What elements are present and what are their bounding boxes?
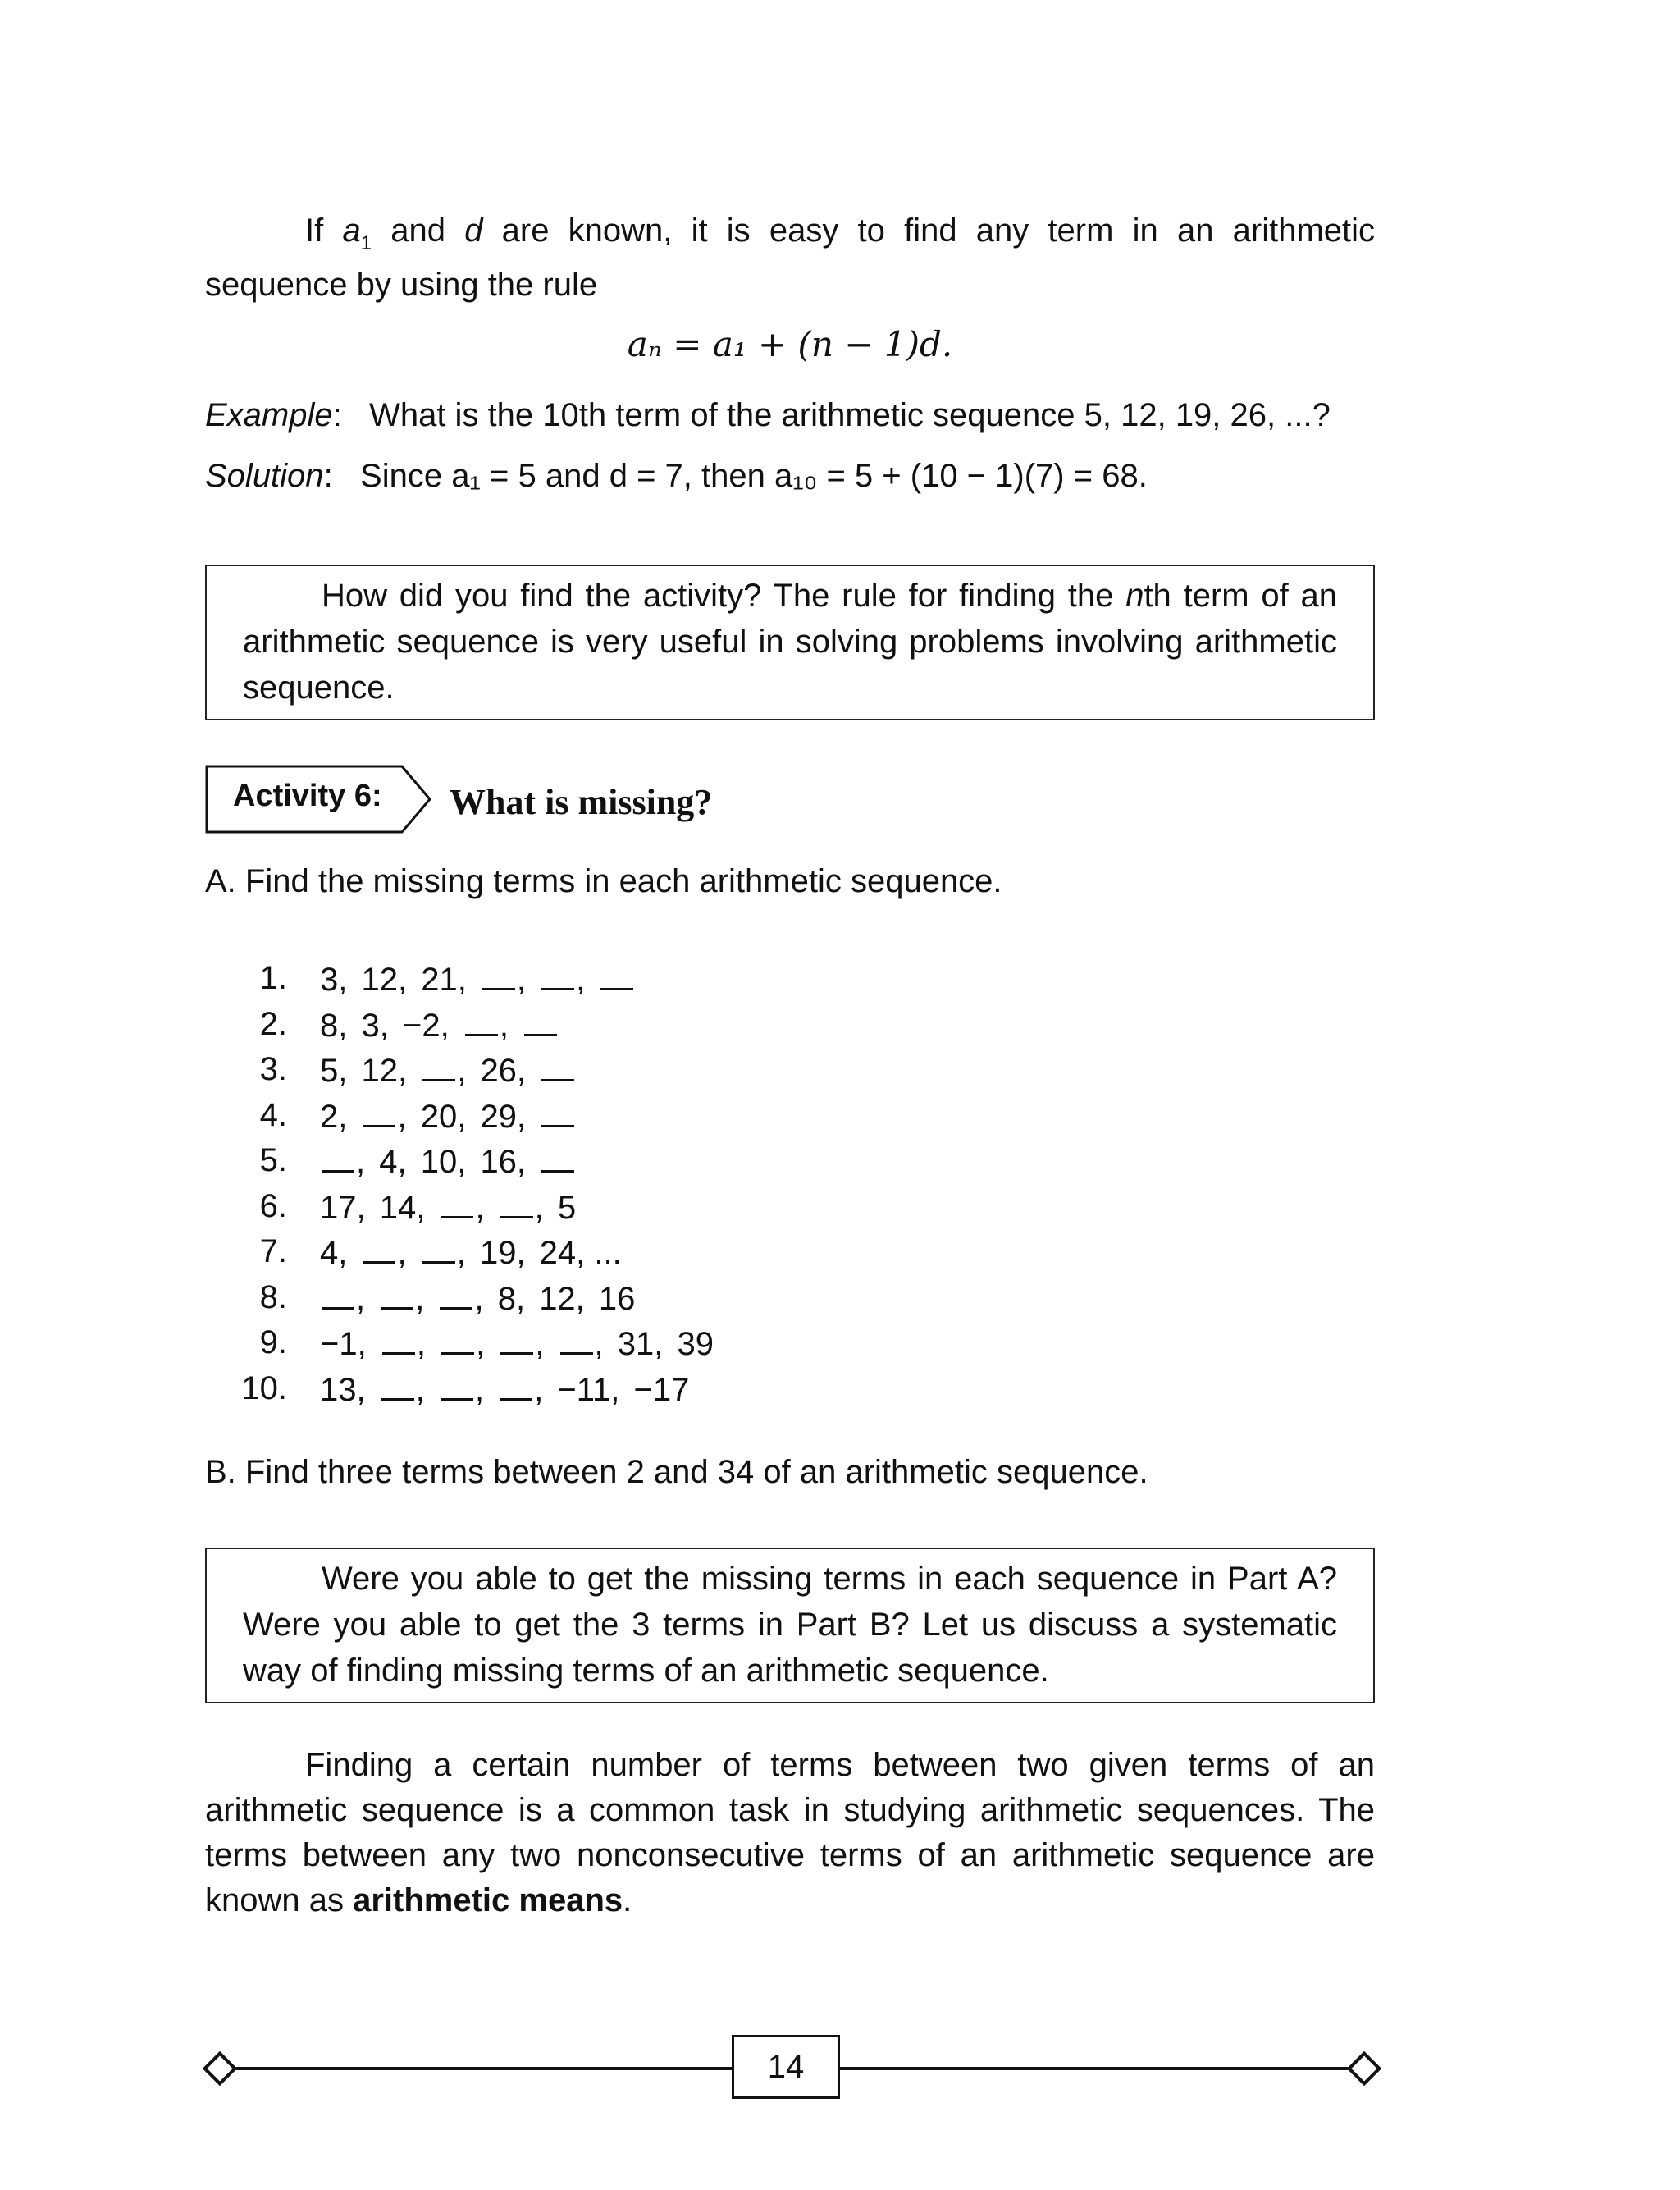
sequence-terms: [320, 1183, 581, 1231]
missing-term-blank[interactable]: [600, 955, 633, 990]
missing-term-blank[interactable]: [322, 1274, 354, 1310]
sequence-terms: [320, 1001, 559, 1049]
missing-term-blank[interactable]: [322, 1137, 354, 1173]
reflection-text-2: Were you able to get the missing terms in each sequence in Part A? Were you able to get the 3 terms in Part B? Let us discuss a systematic way of finding missing terms of an arithmetic sequence.: [243, 1561, 1337, 1689]
missing-term-blank[interactable]: [560, 1319, 593, 1355]
missing-term-blank[interactable]: [482, 955, 515, 990]
sequence-term: −1,: [320, 1326, 376, 1362]
sequence-term: 24, ...: [539, 1235, 622, 1271]
sequence-term: ,: [516, 962, 536, 998]
missing-term-blank[interactable]: [363, 1228, 395, 1264]
box1-text-a: How did you find the activity? The rule for finding the: [322, 578, 1114, 614]
sequence-term: 16: [598, 1280, 636, 1317]
sequence-term: 8,: [497, 1280, 535, 1317]
reflection-box-1: [205, 565, 1375, 720]
missing-term-blank[interactable]: [465, 1001, 498, 1036]
sequence-term: ,: [474, 1280, 493, 1317]
sequence-term: ,: [576, 962, 595, 998]
missing-term-blank[interactable]: [441, 1365, 473, 1401]
page-number: 14: [732, 2035, 840, 2099]
sequence-term: ,: [397, 1098, 416, 1135]
sequence-terms: [320, 1365, 694, 1413]
sequence-term: 21,: [421, 962, 476, 998]
sequence-terms: [320, 1274, 640, 1322]
sequence-term: 3,: [320, 962, 357, 998]
activity-title: What is missing?: [450, 782, 713, 822]
sequence-term: −17: [633, 1371, 690, 1408]
sequence-term: ,: [534, 1189, 553, 1226]
sequence-term: ,: [356, 1144, 375, 1180]
sequence-term: 26,: [480, 1053, 536, 1089]
sequence-term: −11,: [557, 1371, 629, 1408]
sequence-term: ,: [594, 1326, 613, 1362]
sequence-terms: [320, 1046, 576, 1094]
sequence-terms: [320, 1092, 576, 1140]
missing-term-blank[interactable]: [363, 1092, 395, 1127]
sequence-term: 14,: [379, 1189, 435, 1226]
sequence-term: ,: [535, 1326, 554, 1362]
sequence-term: 12,: [361, 1053, 417, 1089]
box1-text-b: th term of an arithmetic sequence is very useful in solving problems involving arithmetic sequence.: [243, 578, 1338, 706]
sequence-terms: [320, 1319, 719, 1367]
sequence-term: 12,: [361, 962, 417, 998]
sequence-term: ,: [499, 1007, 518, 1044]
sequence-term: 8,: [320, 1007, 357, 1044]
sequence-term: 13,: [320, 1371, 375, 1408]
solution-line: Solution: Since a₁ = 5 and d = 7, then a₁₀ = 5 + (10 − 1)(7) = 68.: [205, 458, 1148, 494]
sequence-term: ,: [457, 1053, 476, 1089]
closing-paragraph: [205, 1743, 1375, 1923]
sequence-term: 17,: [320, 1189, 375, 1226]
sequence-term: 31,: [617, 1326, 673, 1362]
sequence-item-number: 4.: [259, 1096, 287, 1133]
missing-term-blank[interactable]: [541, 955, 574, 990]
sequence-term: ,: [476, 1326, 495, 1362]
intro-if: If: [305, 213, 324, 249]
footer-left-diamond-icon: [203, 2051, 237, 2086]
sequence-term: ,: [415, 1371, 434, 1408]
sequence-term: 16,: [480, 1144, 536, 1180]
sequence-term: 5,: [320, 1053, 357, 1089]
missing-term-blank[interactable]: [500, 1183, 533, 1218]
footer-right-diamond-icon: [1347, 2051, 1381, 2086]
missing-term-blank[interactable]: [422, 1228, 455, 1264]
example-label: Example: [205, 397, 333, 433]
sequence-term: 39: [677, 1326, 714, 1362]
sequence-term: 2,: [320, 1098, 357, 1135]
missing-term-blank[interactable]: [422, 1046, 455, 1081]
solution-label: Solution: [205, 458, 324, 494]
missing-term-blank[interactable]: [524, 1001, 557, 1036]
sequence-item-number: 8.: [259, 1278, 287, 1315]
closing-text-a: Finding a certain number of terms between two given terms of an arithmetic sequence is a common task in studying arithmetic sequences. The terms between any two nonconsecutive terms of an arithmetic sequence are known as: [205, 1747, 1375, 1918]
missing-term-blank[interactable]: [541, 1092, 574, 1127]
sequence-item-number: 5.: [259, 1142, 287, 1178]
sequence-term: 4,: [320, 1235, 357, 1271]
part-b-instruction: B. Find three terms between 2 and 34 of an arithmetic sequence.: [205, 1454, 1148, 1490]
sequence-terms: [320, 1228, 627, 1276]
sequence-item-number: 7.: [259, 1233, 287, 1269]
sequence-term: ,: [415, 1280, 434, 1317]
sequence-term: ,: [456, 1235, 475, 1271]
missing-term-blank[interactable]: [381, 1365, 414, 1401]
sequence-item-number: 6.: [259, 1187, 287, 1224]
sequence-term: 3,: [361, 1007, 398, 1044]
sequence-term: ,: [416, 1326, 436, 1362]
missing-term-blank[interactable]: [541, 1137, 574, 1173]
example-line: Example: What is the 10th term of the arithmetic sequence 5, 12, 19, 26, ...?: [205, 397, 1331, 433]
sequence-item-number: 10.: [241, 1369, 287, 1406]
missing-term-blank[interactable]: [440, 1274, 472, 1310]
nth-term-formula: aₙ = a₁ + (n − 1)d.: [627, 324, 953, 364]
missing-term-blank[interactable]: [441, 1183, 473, 1218]
sequence-term: ,: [475, 1189, 494, 1226]
missing-term-blank[interactable]: [441, 1319, 474, 1355]
intro-paragraph: [205, 203, 1375, 312]
arithmetic-means-term: arithmetic means: [353, 1882, 623, 1918]
reflection-box-2: [205, 1548, 1375, 1703]
missing-term-blank[interactable]: [381, 1274, 413, 1310]
sequence-term: ,: [397, 1235, 416, 1271]
sequence-term: 29,: [480, 1098, 536, 1135]
sequence-term: ,: [474, 1371, 494, 1408]
closing-text-b: .: [623, 1882, 632, 1918]
sequence-item-number: 2.: [259, 1005, 287, 1042]
sequence-term: 19,: [479, 1235, 535, 1271]
sequence-item-number: 1.: [259, 960, 287, 996]
intro-rest: are known, it is easy to find any term in an arithmetic sequence by using the rule: [205, 213, 1376, 303]
sequence-term: −2,: [402, 1007, 459, 1044]
sequence-term: 12,: [539, 1280, 594, 1317]
sequence-term: 10,: [420, 1144, 476, 1180]
activity-label: Activity 6:: [233, 779, 382, 813]
part-a-instruction: A. Find the missing terms in each arithmetic sequence.: [205, 863, 1002, 899]
missing-term-blank[interactable]: [500, 1319, 533, 1355]
var-d: d: [464, 213, 483, 249]
sequence-term: ,: [356, 1280, 375, 1317]
sequence-item-number: 3.: [259, 1051, 287, 1087]
subscript-1: 1: [360, 232, 372, 254]
sequence-terms: [320, 1137, 576, 1185]
var-a: a: [342, 213, 361, 249]
missing-term-blank[interactable]: [500, 1365, 532, 1401]
intro-and: and: [390, 213, 445, 249]
sequence-term: 5: [557, 1189, 577, 1226]
sequence-term: 4,: [379, 1144, 416, 1180]
box1-n: n: [1125, 578, 1144, 614]
sequence-term: ,: [534, 1371, 553, 1408]
reflection-text-1: [243, 573, 1337, 711]
missing-term-blank[interactable]: [541, 1046, 574, 1081]
missing-term-blank[interactable]: [382, 1319, 415, 1355]
sequence-item-number: 9.: [259, 1324, 287, 1360]
sequence-term: 20,: [420, 1098, 476, 1135]
sequence-terms: [320, 955, 635, 1003]
solution-text: Since a₁ = 5 and d = 7, then a₁₀ = 5 + (10 − 1)(7) = 68.: [360, 458, 1148, 494]
activity-tab: [205, 765, 431, 834]
example-text: What is the 10th term of the arithmetic sequence 5, 12, 19, 26, ...?: [369, 397, 1331, 433]
